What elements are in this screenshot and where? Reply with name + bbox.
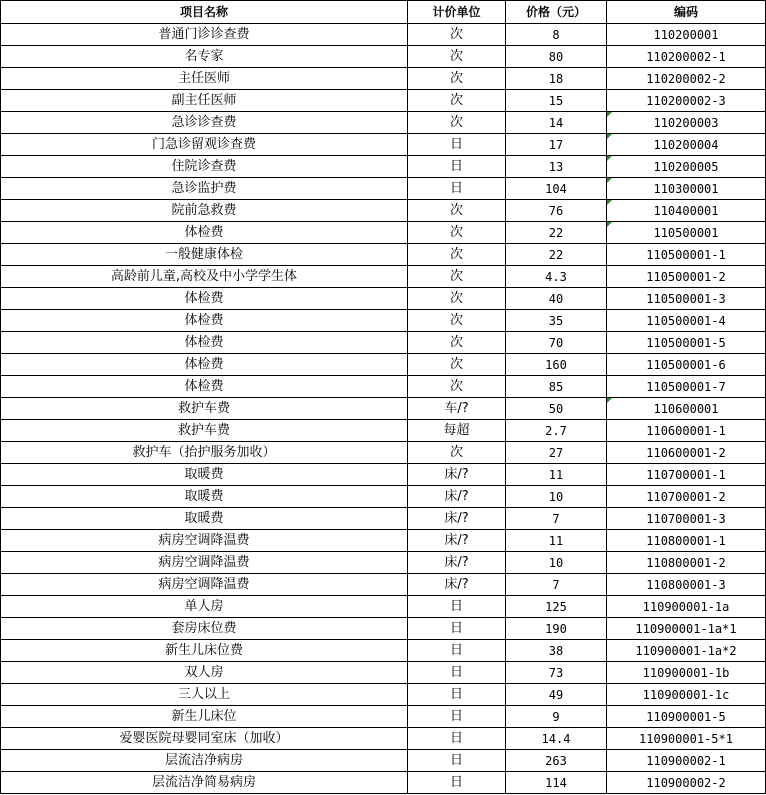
- table-row: [1, 354, 766, 376]
- cell-code[interactable]: 110500001-3: [607, 288, 766, 310]
- cell-code[interactable]: 110800001-1: [607, 530, 766, 552]
- cell-price[interactable]: 11: [506, 530, 607, 552]
- table-row: [1, 728, 766, 750]
- table-row: [1, 332, 766, 354]
- table-row: [1, 442, 766, 464]
- table-row: [1, 288, 766, 310]
- table-row: [1, 552, 766, 574]
- cell-code[interactable]: 110800001-2: [607, 552, 766, 574]
- cell-item-name[interactable]: 住院诊查费: [1, 156, 408, 178]
- cell-item-name[interactable]: 体检费: [1, 332, 408, 354]
- cell-unit[interactable]: 日: [408, 750, 506, 772]
- cell-price[interactable]: 14: [506, 112, 607, 134]
- header-item-name[interactable]: 项目名称: [1, 1, 408, 24]
- cell-code[interactable]: 110500001-2: [607, 266, 766, 288]
- cell-code[interactable]: 110900001-1a*2: [607, 640, 766, 662]
- cell-price[interactable]: 104: [506, 178, 607, 200]
- cell-unit[interactable]: 日: [408, 772, 506, 794]
- table-row: [1, 90, 766, 112]
- cell-unit[interactable]: 次: [408, 310, 506, 332]
- table-row: [1, 684, 766, 706]
- cell-unit[interactable]: 次: [408, 442, 506, 464]
- cell-price[interactable]: 22: [506, 244, 607, 266]
- cell-item-name[interactable]: 急诊监护费: [1, 178, 408, 200]
- cell-price[interactable]: 4.3: [506, 266, 607, 288]
- cell-price[interactable]: 14.4: [506, 728, 607, 750]
- cell-code[interactable]: 110300001: [607, 178, 766, 200]
- cell-unit[interactable]: 次: [408, 266, 506, 288]
- cell-price[interactable]: 2.7: [506, 420, 607, 442]
- cell-price[interactable]: 15: [506, 90, 607, 112]
- table-row: [1, 222, 766, 244]
- cell-code[interactable]: 110900002-2: [607, 772, 766, 794]
- cell-unit[interactable]: 次: [408, 46, 506, 68]
- cell-price[interactable]: 7: [506, 574, 607, 596]
- table-row: [1, 244, 766, 266]
- cell-price[interactable]: 160: [506, 354, 607, 376]
- cell-price[interactable]: 8: [506, 24, 607, 46]
- cell-price[interactable]: 73: [506, 662, 607, 684]
- cell-code[interactable]: 110900001-5*1: [607, 728, 766, 750]
- cell-item-name[interactable]: 救护车费: [1, 398, 408, 420]
- cell-item-name[interactable]: 病房空调降温费: [1, 530, 408, 552]
- cell-price[interactable]: 49: [506, 684, 607, 706]
- cell-price[interactable]: 190: [506, 618, 607, 640]
- cell-code[interactable]: 110400001: [607, 200, 766, 222]
- cell-price[interactable]: 22: [506, 222, 607, 244]
- cell-price[interactable]: 7: [506, 508, 607, 530]
- cell-unit[interactable]: 次: [408, 244, 506, 266]
- cell-unit[interactable]: 次: [408, 90, 506, 112]
- cell-code[interactable]: 110500001-1: [607, 244, 766, 266]
- table-row: [1, 156, 766, 178]
- table-row: [1, 750, 766, 772]
- header-unit[interactable]: 计价单位: [408, 1, 506, 24]
- cell-item-name[interactable]: 层流洁净简易病房: [1, 772, 408, 794]
- table-row: [1, 376, 766, 398]
- table-row: [1, 574, 766, 596]
- cell-item-name[interactable]: 高龄前儿童,高校及中小学学生体: [1, 266, 408, 288]
- cell-code[interactable]: 110500001-4: [607, 310, 766, 332]
- cell-price[interactable]: 38: [506, 640, 607, 662]
- cell-unit[interactable]: 床/?: [408, 508, 506, 530]
- cell-item-name[interactable]: 普通门诊诊查费: [1, 24, 408, 46]
- cell-unit[interactable]: 日: [408, 684, 506, 706]
- cell-code[interactable]: 110200005: [607, 156, 766, 178]
- cell-unit[interactable]: 日: [408, 156, 506, 178]
- cell-item-name[interactable]: 一般健康体检: [1, 244, 408, 266]
- cell-item-name[interactable]: 体检费: [1, 310, 408, 332]
- cell-item-name[interactable]: 双人房: [1, 662, 408, 684]
- cell-item-name[interactable]: 体检费: [1, 222, 408, 244]
- cell-code[interactable]: 110500001-6: [607, 354, 766, 376]
- cell-unit[interactable]: 次: [408, 200, 506, 222]
- cell-code[interactable]: 110600001-2: [607, 442, 766, 464]
- cell-code[interactable]: 110200002-1: [607, 46, 766, 68]
- table-row: [1, 464, 766, 486]
- cell-price[interactable]: 11: [506, 464, 607, 486]
- cell-price[interactable]: 40: [506, 288, 607, 310]
- cell-code[interactable]: 110600001: [607, 398, 766, 420]
- table-row: [1, 662, 766, 684]
- cell-code[interactable]: 110500001: [607, 222, 766, 244]
- cell-price[interactable]: 85: [506, 376, 607, 398]
- cell-unit[interactable]: 日: [408, 640, 506, 662]
- cell-code[interactable]: 110900001-5: [607, 706, 766, 728]
- cell-unit[interactable]: 车/?: [408, 398, 506, 420]
- cell-item-name[interactable]: 院前急救费: [1, 200, 408, 222]
- cell-code[interactable]: 110900001-1c: [607, 684, 766, 706]
- table-row: [1, 486, 766, 508]
- cell-unit[interactable]: 每超: [408, 420, 506, 442]
- cell-price[interactable]: 80: [506, 46, 607, 68]
- cell-item-name[interactable]: 门急诊留观诊查费: [1, 134, 408, 156]
- cell-price[interactable]: 10: [506, 552, 607, 574]
- table-row: [1, 24, 766, 46]
- cell-code[interactable]: 110200003: [607, 112, 766, 134]
- cell-item-name[interactable]: 体检费: [1, 376, 408, 398]
- table-row: [1, 112, 766, 134]
- header-price[interactable]: 价格（元）: [506, 1, 607, 24]
- cell-code[interactable]: 110900002-1: [607, 750, 766, 772]
- cell-unit[interactable]: 日: [408, 618, 506, 640]
- cell-code[interactable]: 110500001-5: [607, 332, 766, 354]
- cell-price[interactable]: 50: [506, 398, 607, 420]
- cell-code[interactable]: 110200001: [607, 24, 766, 46]
- cell-item-name[interactable]: 病房空调降温费: [1, 574, 408, 596]
- cell-price[interactable]: 17: [506, 134, 607, 156]
- cell-item-name[interactable]: 副主任医师: [1, 90, 408, 112]
- cell-unit[interactable]: 日: [408, 178, 506, 200]
- cell-price[interactable]: 10: [506, 486, 607, 508]
- cell-item-name[interactable]: 新生儿床位费: [1, 640, 408, 662]
- table-row: [1, 310, 766, 332]
- cell-unit[interactable]: 次: [408, 288, 506, 310]
- cell-item-name[interactable]: 体检费: [1, 354, 408, 376]
- cell-price[interactable]: 35: [506, 310, 607, 332]
- table-row: [1, 706, 766, 728]
- cell-unit[interactable]: 床/?: [408, 530, 506, 552]
- cell-unit[interactable]: 次: [408, 332, 506, 354]
- header-row: [1, 1, 766, 24]
- cell-code[interactable]: 110700001-3: [607, 508, 766, 530]
- cell-item-name[interactable]: 单人房: [1, 596, 408, 618]
- cell-price[interactable]: 18: [506, 68, 607, 90]
- cell-item-name[interactable]: 主任医师: [1, 68, 408, 90]
- cell-price[interactable]: 13: [506, 156, 607, 178]
- cell-item-name[interactable]: 爱婴医院母婴同室床（加收）: [1, 728, 408, 750]
- table-row: [1, 134, 766, 156]
- cell-code[interactable]: 110900001-1a: [607, 596, 766, 618]
- cell-item-name[interactable]: 救护车费: [1, 420, 408, 442]
- table-row: [1, 420, 766, 442]
- cell-code[interactable]: 110900001-1a*1: [607, 618, 766, 640]
- cell-item-name[interactable]: 新生儿床位: [1, 706, 408, 728]
- cell-price[interactable]: 27: [506, 442, 607, 464]
- cell-item-name[interactable]: 取暖费: [1, 508, 408, 530]
- table-row: [1, 640, 766, 662]
- cell-price[interactable]: 114: [506, 772, 607, 794]
- cell-item-name[interactable]: 救护车（抬护服务加收）: [1, 442, 408, 464]
- cell-item-name[interactable]: 层流洁净病房: [1, 750, 408, 772]
- cell-unit[interactable]: 次: [408, 24, 506, 46]
- cell-unit[interactable]: 床/?: [408, 464, 506, 486]
- cell-price[interactable]: 125: [506, 596, 607, 618]
- cell-unit[interactable]: 日: [408, 596, 506, 618]
- cell-unit[interactable]: 日: [408, 728, 506, 750]
- cell-unit[interactable]: 日: [408, 662, 506, 684]
- table-row: [1, 398, 766, 420]
- cell-price[interactable]: 70: [506, 332, 607, 354]
- table-body: [1, 24, 766, 794]
- cell-price[interactable]: 76: [506, 200, 607, 222]
- cell-item-name[interactable]: 名专家: [1, 46, 408, 68]
- cell-code[interactable]: 110700001-1: [607, 464, 766, 486]
- cell-code[interactable]: 110200002-2: [607, 68, 766, 90]
- table-row: [1, 618, 766, 640]
- cell-unit[interactable]: 日: [408, 134, 506, 156]
- table-row: [1, 266, 766, 288]
- cell-item-name[interactable]: 体检费: [1, 288, 408, 310]
- cell-code[interactable]: 110800001-3: [607, 574, 766, 596]
- cell-code[interactable]: 110700001-2: [607, 486, 766, 508]
- cell-unit[interactable]: 次: [408, 112, 506, 134]
- cell-item-name[interactable]: 急诊诊查费: [1, 112, 408, 134]
- cell-item-name[interactable]: 三人以上: [1, 684, 408, 706]
- cell-unit[interactable]: 床/?: [408, 574, 506, 596]
- cell-price[interactable]: 9: [506, 706, 607, 728]
- cell-unit[interactable]: 日: [408, 706, 506, 728]
- cell-unit[interactable]: 床/?: [408, 552, 506, 574]
- header-code[interactable]: 编码: [607, 1, 766, 24]
- cell-unit[interactable]: 床/?: [408, 486, 506, 508]
- table-row: [1, 508, 766, 530]
- cell-code[interactable]: 110200004: [607, 134, 766, 156]
- cell-code[interactable]: 110500001-7: [607, 376, 766, 398]
- cell-unit[interactable]: 次: [408, 68, 506, 90]
- cell-code[interactable]: 110900001-1b: [607, 662, 766, 684]
- table-row: [1, 68, 766, 90]
- cell-item-name[interactable]: 取暖费: [1, 486, 408, 508]
- table-row: [1, 200, 766, 222]
- cell-item-name[interactable]: 套房床位费: [1, 618, 408, 640]
- cell-unit[interactable]: 次: [408, 376, 506, 398]
- cell-code[interactable]: 110600001-1: [607, 420, 766, 442]
- cell-item-name[interactable]: 取暖费: [1, 464, 408, 486]
- cell-price[interactable]: 263: [506, 750, 607, 772]
- cell-item-name[interactable]: 病房空调降温费: [1, 552, 408, 574]
- cell-unit[interactable]: 次: [408, 354, 506, 376]
- table-row: [1, 46, 766, 68]
- table-row: [1, 530, 766, 552]
- table-row: [1, 596, 766, 618]
- table-row: [1, 772, 766, 794]
- cell-code[interactable]: 110200002-3: [607, 90, 766, 112]
- table-row: [1, 178, 766, 200]
- cell-unit[interactable]: 次: [408, 222, 506, 244]
